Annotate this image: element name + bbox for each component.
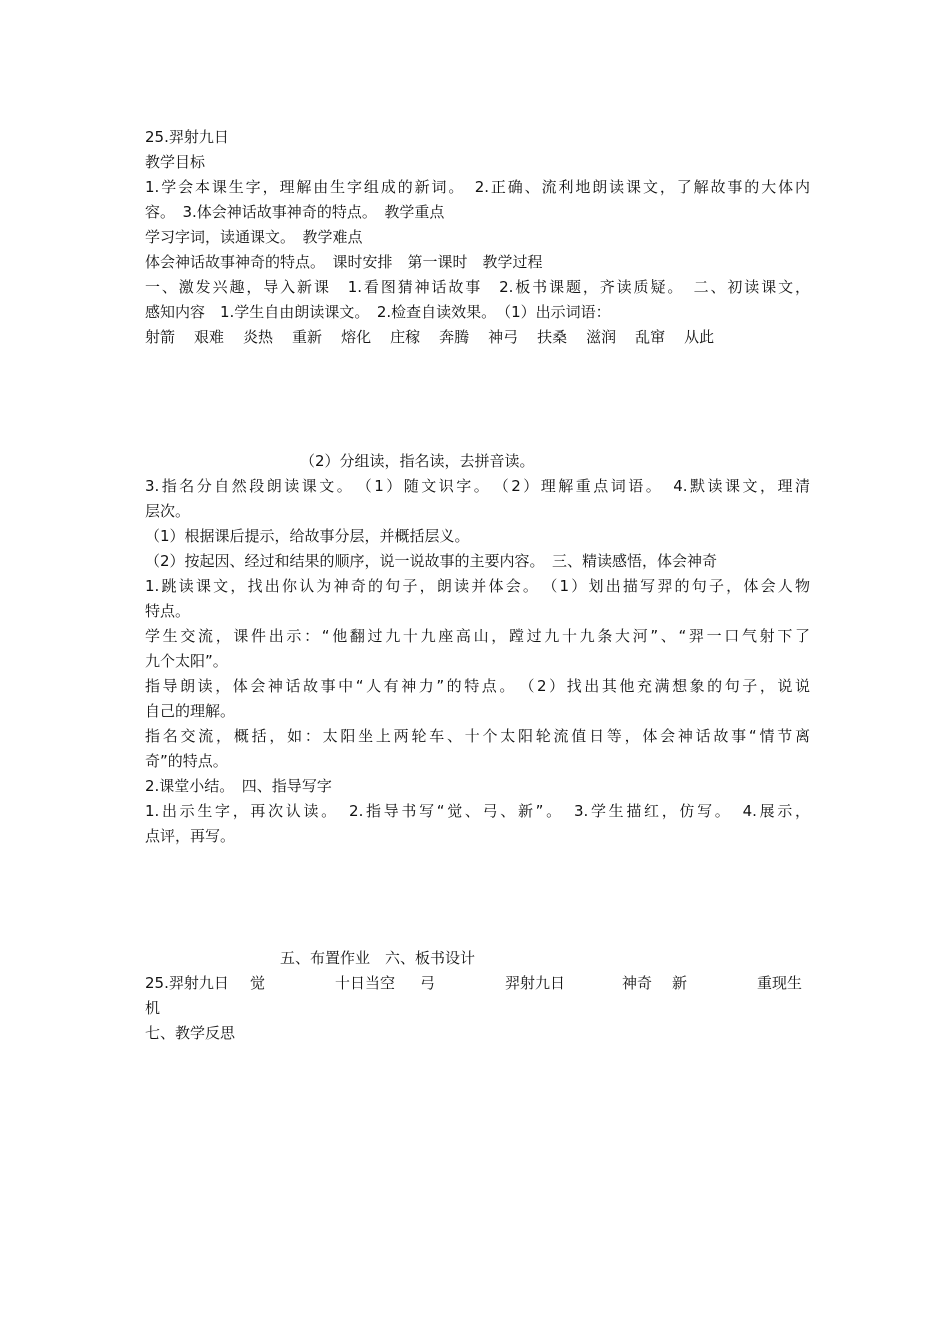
vocabulary-list: [145, 326, 745, 348]
step1-line-1: 一、激发兴趣，导入新课 1.看图猜神话故事 2.板书课题，齐读质疑。 二、初读课文，: [145, 278, 810, 296]
difficulty-line: 体会神话故事神奇的特点。 课时安排 第一课时 教学过程: [145, 253, 543, 271]
vocab-word: 重新: [292, 328, 323, 346]
key-points-line: 学习字词，读通课文。 教学难点: [145, 228, 363, 246]
vocab-word: 乱窜: [635, 328, 666, 346]
vocab-word: 射箭: [145, 328, 176, 346]
objectives-heading: 教学目标: [145, 153, 206, 171]
layer-line-2: （2）按起因、经过和结果的顺序，说一说故事的主要内容。 三、精读感悟，体会神奇: [145, 552, 718, 570]
summary-line: 2.课堂小结。 四、指导写字: [145, 777, 332, 795]
lesson-title: 25.羿射九日: [145, 128, 229, 146]
board-cell: 新: [672, 974, 688, 992]
vocab-word: 扶桑: [537, 328, 568, 346]
vocab-word: 奔腾: [439, 328, 470, 346]
board-title: 25.羿射九日: [145, 974, 229, 992]
layer-line-1: （1）根据课后提示，给故事分层，并概括层义。: [145, 527, 470, 545]
board-cell: 弓: [420, 974, 436, 992]
writing-line-2: 点评，再写。: [145, 827, 236, 845]
objectives-line-2: 容。 3.体会神话故事神奇的特点。 教学重点: [145, 203, 445, 221]
board-cell: 神奇: [622, 974, 653, 992]
vocab-word: 艰难: [194, 328, 225, 346]
group-read-line: （2）分组读，指名读，去拼音读。: [300, 452, 535, 470]
board-cell: 觉: [250, 974, 266, 992]
vocab-word: 神弓: [488, 328, 519, 346]
writing-line-1: 1.出示生字，再次认读。 2.指导书写“觉、弓、新”。 3.学生描红，仿写。 4.展示，: [145, 802, 810, 820]
reflection-heading: 七、教学反思: [145, 1024, 236, 1042]
step3-line-2: 层次。: [145, 502, 191, 520]
name-line-1: 指名交流，概括，如：太阳坐上两轮车、十个太阳轮流值日等，体会神话故事“情节离: [145, 727, 810, 745]
share-line-2: 九个太阳”。: [145, 652, 228, 670]
board-cell: 重现生: [757, 974, 803, 992]
board-cell: 十日当空: [335, 974, 396, 992]
guide-line-1: 指导朗读，体会神话故事中“人有神力”的特点。 （2）找出其他充满想象的句子，说说: [145, 677, 810, 695]
vocab-word: 滋润: [586, 328, 617, 346]
vocab-word: 熔化: [341, 328, 372, 346]
homework-line: 五、布置作业 六、板书设计: [280, 949, 476, 967]
objectives-line-1: 1.学会本课生字，理解由生字组成的新词。 2.正确、流利地朗读课文，了解故事的大体内: [145, 178, 810, 196]
share-line-1: 学生交流，课件出示：“他翻过九十九座高山，蹚过九十九条大河”、“羿一口气射下了: [145, 627, 810, 645]
vocab-word: 从此: [684, 328, 715, 346]
name-line-2: 奇”的特点。: [145, 752, 228, 770]
vocab-word: 庄稼: [390, 328, 421, 346]
board-cell: 羿射九日: [505, 974, 566, 992]
board-cell: 机: [145, 999, 161, 1017]
skim-line-2: 特点。: [145, 602, 191, 620]
vocab-word: 炎热: [243, 328, 274, 346]
skim-line-1: 1.跳读课文，找出你认为神奇的句子，朗读并体会。 （1）划出描写羿的句子，体会人物: [145, 577, 810, 595]
guide-line-2: 自己的理解。: [145, 702, 236, 720]
step3-line-1: 3.指名分自然段朗读课文。 （1）随文识字。 （2）理解重点词语。 4.默读课文，理清: [145, 477, 810, 495]
step1-line-2: 感知内容 1.学生自由朗读课文。 2.检查自读效果。 （1）出示词语：: [145, 303, 611, 321]
